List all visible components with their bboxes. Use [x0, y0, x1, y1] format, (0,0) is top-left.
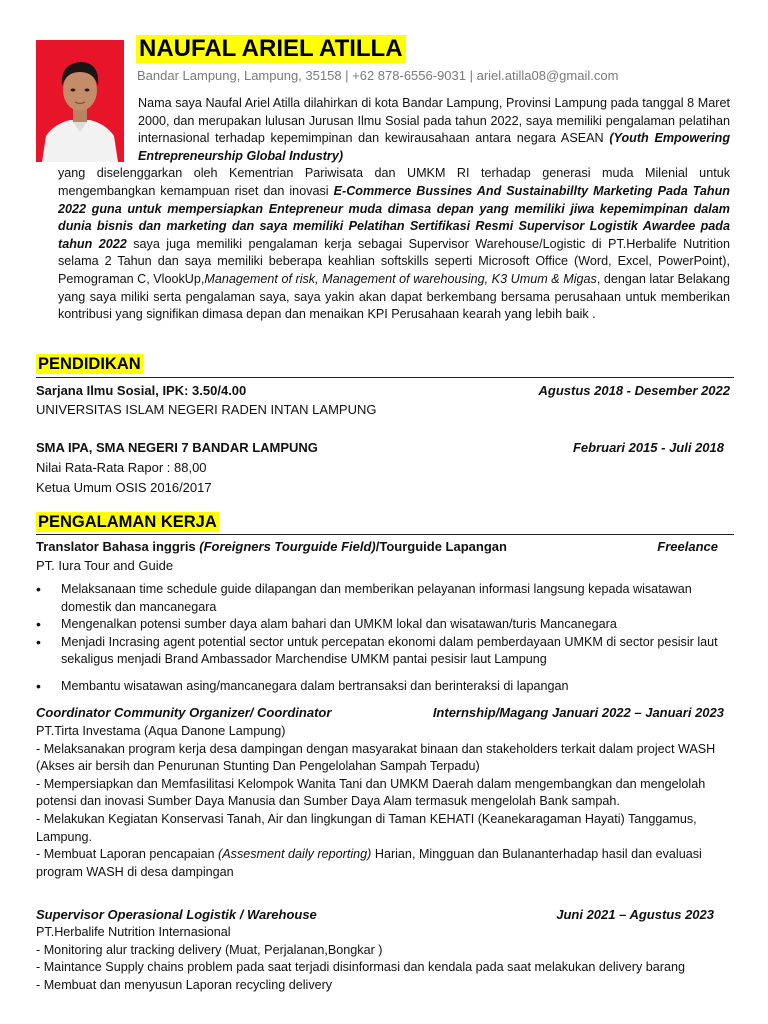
job-3-date: Juni 2021 – Agustus 2023: [556, 907, 714, 922]
job-3-company: PT.Herbalife Nutrition Internasional: [36, 925, 231, 939]
job-1-title-c: /Tourguide Lapangan: [375, 539, 507, 554]
summary-text-2b: yang diselenggarkan oleh Kementrian Pariwisata dan UMKM RI terhadap generasi muda Milenial untuk mengembangkan kemampuan riset dan inovasi: [58, 166, 730, 198]
job-3-details: [36, 924, 736, 994]
education-divider: [36, 377, 734, 378]
job-1-title: [36, 538, 507, 556]
job-2-duty-4: [36, 846, 736, 881]
edu-1-school: UNIVERSITAS ISLAM NEGERI RADEN INTAN LAMPUNG: [36, 402, 377, 417]
summary-italic-1: (Youth Empowering Entrepreneurship Global Industry): [138, 131, 731, 163]
education-heading: PENDIDIKAN: [38, 355, 141, 373]
summary-text-1: Nama saya Naufal Ariel Atilla dilahirkan di kota Bandar Lampung, Provinsi Lampung pada tanggal 8 Maret 2000, dan merupakan lulusan Jurusan Ilmu Sosial pada tahun 2022, saya memiliki pengalaman pelatihan internasional terhadap kepemimpinan dan kewirausahaan antara negara ASEAN: [138, 96, 730, 146]
profile-summary: [58, 95, 730, 324]
candidate-name: NAUFAL ARIEL ATILLA: [136, 35, 406, 63]
job-2-duty-4c: Harian, Mingguan dan Bulananterhadap hasil dan evaluasi program WASH di desa dampingan: [36, 847, 702, 879]
job-1-title-b: (Foreigners Tourguide Field): [199, 539, 376, 554]
job-2-details: [36, 723, 736, 881]
job-1-duties: [36, 581, 728, 695]
job-3-duty-2: - Maintance Supply chains problem pada saat terjadi disinformasi dan kendala pada saat melakukan delivery barang: [36, 960, 685, 975]
edu-1-degree: Sarjana Ilmu Sosial, IPK: 3.50/4.00: [36, 383, 247, 398]
job-1-company: PT. Iura Tour and Guide: [36, 558, 174, 573]
job-2-duty-4b: (Assesment daily reporting): [218, 847, 372, 862]
job-1-title-a: Translator Bahasa inggris: [36, 539, 200, 554]
experience-divider: [36, 534, 734, 535]
edu-2-date: Februari 2015 - Juli 2018: [572, 440, 724, 455]
job-3-duty-3: - Membuat dan menyusun Laporan recycling delivery: [36, 977, 333, 992]
job-3-duty-1: - Monitoring alur tracking delivery (Muat, Perjalanan,Bongkar ): [36, 942, 383, 957]
experience-heading: PENGALAMAN KERJA: [38, 513, 217, 531]
job-3-title: Supervisor Operasional Logistik / Warehouse: [36, 907, 317, 922]
list-item: • Mengenalkan potensi sumber daya alam bahari dan UMKM lokal dan wisatawan/turis Mancanegara: [36, 616, 728, 634]
edu-2-degree: SMA IPA, SMA NEGERI 7 BANDAR LAMPUNG: [36, 440, 318, 455]
contact-info: Bandar Lampung, Lampung, 35158 | +62 878-6556-9031 | ariel.atilla08@gmail.com: [137, 68, 619, 83]
edu-2-detail-2: Ketua Umum OSIS 2016/2017: [36, 480, 212, 495]
list-item: • Membantu wisatawan asing/mancanegara dalam bertransaksi dan berinteraksi di lapangan: [36, 678, 728, 696]
summary-italic-3: Management of risk, Management of warehousing, K3 Umum & Migas: [204, 271, 597, 286]
edu-2-detail-1: Nilai Rata-Rata Rapor : 88,00: [36, 460, 207, 475]
job-2-company: PT.Tirta Investama (Aqua Danone Lampung): [36, 724, 286, 738]
edu-1-date: Agustus 2018 - Desember 2022: [538, 383, 730, 398]
job-2-duty-2: - Mempersiapkan dan Memfasilitasi Kelompok Wanita Tani dan UMKM Daerah dalam mengembangkan dan mengelolah potensi dan inovasi Sumber Daya Manusia dan Sumber Daya Alam termasuk mengelolah Bank sampah.: [36, 776, 706, 809]
job-2-title: Coordinator Community Organizer/ Coordinator: [36, 705, 332, 720]
job-2-duty-3: - Melakukan Kegiatan Konservasi Tanah, Air dan lingkungan di Taman KEHATI (Keanekaragaman Hayati) Tanggamus, Lampung.: [36, 811, 697, 844]
job-1-date: Freelance: [657, 539, 718, 554]
list-item: • Menjadi Incrasing agent potential sector untuk percepatan ekonomi dalam pemberdayaan UMKM di sector pesisir laut sekaligus menjadi Brand Ambassador Marchendise UMKM pantai pesisir laut Lampung: [36, 634, 728, 669]
list-item: • Melaksanaan time schedule guide dilapangan dan memberikan pelayanan informasi langsung kepada wisatawan domestik dan mancanegara: [36, 581, 728, 616]
summary-text-3: saya juga memiliki pengalaman kerja sebagai Supervisor Warehouse/Logistic di PT.Herbalife Nutrition selama 2 Tahun dan saya memiliki beberapa keahlian softskills seperti Microsoft Office (Word, Excel, PowerPoint), Pemograman C, VlookUp,: [58, 236, 731, 286]
job-2-duty-4a: - Membuat Laporan pencapaian: [36, 847, 219, 862]
job-2-duty-1: - Melaksanakan program kerja desa dampingan dengan masyarakat binaan dan stakeholders terkait dalam project WASH (Akses air bersih dan Penurunan Stunting Dan Pengelolahan Sampah Terpadu): [36, 741, 716, 774]
summary-italic-2: E-Commerce Bussines And Sustainabillty Marketing Pada Tahun 2022 guna untuk mempersiapkan Entepreneur muda dimasa depan yang memiliki jiwa kepemimpinan dalam dunia bisnis dan marketing dan saya memiliki Pelatihan Sertifikasi Resmi Supervisor Logistik Awardee pada tahun 2022: [58, 183, 731, 251]
job-2-date: Internship/Magang Januari 2022 – Januari 2023: [432, 705, 724, 720]
summary-text-4: , dengan latar Belakang yang saya miliki serta pengalaman saya, saya yakin akan dapat berkembang bersama perusahaan untuk memberikan kontribusi yang signifikan dimasa depan dan menaikan KPI Perusahaan kearah yang lebih baik .: [58, 271, 730, 322]
